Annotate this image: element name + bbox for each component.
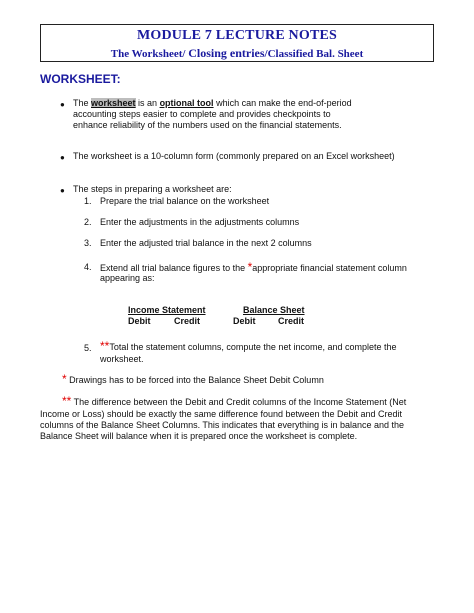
step-1-text: Prepare the trial balance on the worksheet xyxy=(100,196,270,206)
note-2-line-4: Balance Sheet will balance when it is prepared once the worksheet is complete. xyxy=(40,431,358,441)
step-1-number: 1. xyxy=(84,196,92,206)
subtitle-part-1: The Worksheet/ xyxy=(110,48,189,60)
bullet-dot-icon: ● xyxy=(60,100,65,109)
note-2-line-2: Income or Loss) should be exactly the same difference found between the Debit and Credit xyxy=(40,409,403,419)
bullet-1-line-3: enhance reliability of the numbers used on the financial statements. xyxy=(73,120,342,130)
step-5-number: 5. xyxy=(84,343,92,353)
section-heading: WORKSHEET: xyxy=(40,72,121,86)
step-3-number: 3. xyxy=(84,238,92,248)
step-2-number: 2. xyxy=(84,217,92,227)
bs-credit-label: Credit xyxy=(278,316,305,326)
step-5-line-2: worksheet. xyxy=(100,354,144,364)
note-2-line-1 xyxy=(62,396,406,408)
bullet-1-line-2: accounting steps easier to complete and provides checkpoints to xyxy=(73,109,331,119)
note-2-star-icon: ** xyxy=(62,394,72,408)
worksheet-highlight: worksheet xyxy=(91,98,136,108)
bullet-3-text: The steps in preparing a worksheet are: xyxy=(73,184,232,194)
step-4-number: 4. xyxy=(84,262,92,272)
income-statement-header: Income Statement xyxy=(128,305,206,315)
subtitle-part-3: /Classified Bal. Sheet xyxy=(264,48,364,60)
step-4-line-2: appearing as: xyxy=(100,273,155,283)
step-2-text: Enter the adjustments in the adjustments columns xyxy=(100,217,300,227)
is-debit-label: Debit xyxy=(128,316,151,326)
bullet-1-line-1 xyxy=(73,98,352,109)
subtitle-part-2: Closing entries xyxy=(188,46,265,60)
step-5-star-icon: ** xyxy=(100,339,110,353)
page-subtitle xyxy=(41,46,433,61)
note-2-text-1: The difference between the Debit and Credit columns of the Income Statement (Net xyxy=(71,397,407,407)
bullet-2-text: The worksheet is a 10-column form (commonly prepared on an Excel worksheet) xyxy=(73,151,395,161)
b1-post: which can make the end-of-period xyxy=(213,98,352,108)
b1-pre: The xyxy=(73,98,92,108)
bullet-dot-icon: ● xyxy=(60,153,65,162)
balance-sheet-header: Balance Sheet xyxy=(243,305,305,315)
step-4-pre: Extend all trial balance figures to the xyxy=(100,263,248,273)
step-3-text: Enter the adjusted trial balance in the next 2 columns xyxy=(100,238,312,248)
bs-debit-label: Debit xyxy=(233,316,256,326)
note-1-star-icon: * xyxy=(62,372,67,386)
bullet-dot-icon: ● xyxy=(60,186,65,195)
optional-tool-text: optional tool xyxy=(159,98,214,108)
note-2-line-3: columns of the Balance Sheet Columns. This indicates that everything is in balance and the xyxy=(40,420,405,430)
note-drawings xyxy=(62,374,324,386)
title-box xyxy=(40,24,434,62)
step-4-star-icon: * xyxy=(247,260,253,274)
note-1-text: Drawings has to be forced into the Balance Sheet Debit Column xyxy=(66,375,324,385)
step-5-post: Total the statement columns, compute the net income, and complete the xyxy=(109,342,397,352)
step-5-line-1 xyxy=(100,341,397,353)
b1-mid: is an xyxy=(135,98,160,108)
step-4-post: appropriate financial statement column xyxy=(252,263,407,273)
page-title: MODULE 7 LECTURE NOTES xyxy=(136,28,338,43)
is-credit-label: Credit xyxy=(174,316,201,326)
